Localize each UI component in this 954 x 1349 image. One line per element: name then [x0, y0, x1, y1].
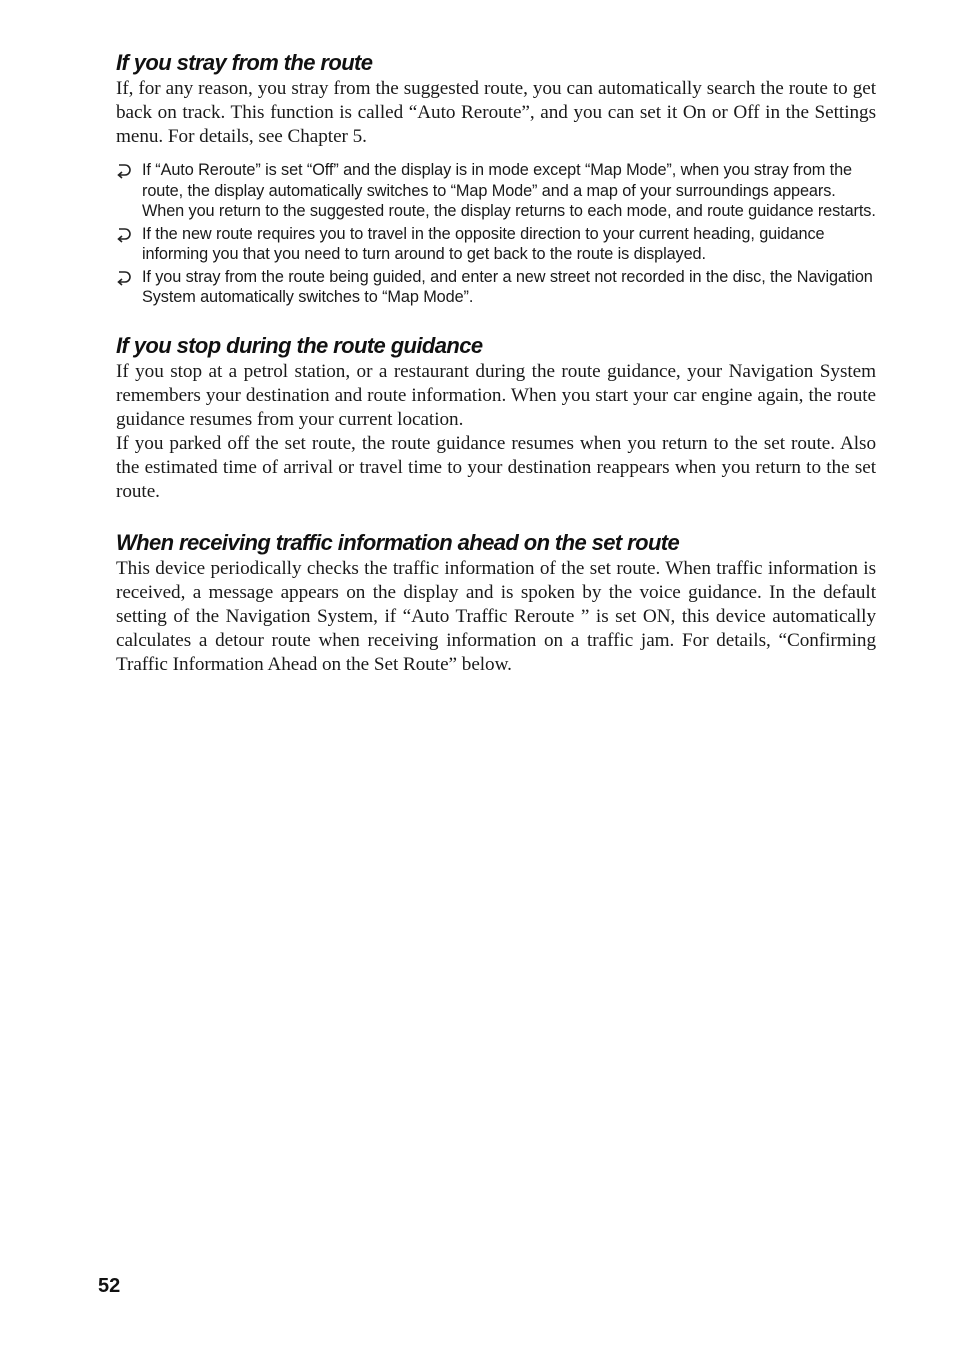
section-stop-during-guidance	[116, 333, 876, 504]
curved-arrow-icon	[116, 269, 134, 287]
note-item	[116, 224, 876, 265]
body-paragraph: If you parked off the set route, the route guidance resumes when you return to the set route. Also the estimated time of arrival or travel time to your destination reappears when you return to the set route.	[116, 432, 876, 502]
note-text: If you stray from the route being guided, and enter a new street not recorded in the disc, the Navigation System automatically switches to “Map Mode”.	[142, 267, 873, 306]
note-item	[116, 267, 876, 308]
document-page	[116, 50, 876, 677]
section-heading: If you stop during the route guidance	[116, 332, 483, 358]
note-text: If the new route requires you to travel in the opposite direction to your current heading, guidance informing you that you need to turn around to get back to the route is displayed.	[142, 224, 825, 263]
body-paragraph: If, for any reason, you stray from the suggested route, you can automatically search the route to get back on track. This function is called “Auto Reroute”, and you can set it On or Off in the Settings menu. For details, see Chapter 5.	[116, 78, 876, 147]
section-heading: When receiving traffic information ahead on the set route	[116, 529, 680, 555]
curved-arrow-icon	[116, 162, 134, 180]
notes-list	[116, 160, 876, 308]
body-paragraph: This device periodically checks the traffic information of the set route. When traffic information is received, a message appears on the display and is spoken by the voice guidance. In the default setting of the Navigation System, if “Auto Traffic Reroute ” is set ON, this device automatically calculates a detour route when receiving information on a traffic jam. For details, “Confirming Traffic Information Ahead on the Set Route” below.	[116, 557, 876, 675]
section-stray-from-route	[116, 50, 876, 308]
page-number: 52	[98, 1275, 121, 1297]
note-item	[116, 160, 876, 222]
curved-arrow-icon	[116, 226, 134, 244]
note-text: If “Auto Reroute” is set “Off” and the display is in mode except “Map Mode”, when you stray from the route, the display automatically switches to “Map Mode” and a map of your surroundings appears. When you return to the suggested route, the display returns to each mode, and route guidance restarts.	[142, 161, 876, 220]
section-traffic-information	[116, 530, 876, 677]
body-paragraph: If you stop at a petrol station, or a restaurant during the route guidance, your Navigation System remembers your destination and route information. When you start your car engine again, the route guidance resumes from your current location.	[116, 360, 876, 430]
section-heading: If you stray from the route	[116, 50, 373, 75]
